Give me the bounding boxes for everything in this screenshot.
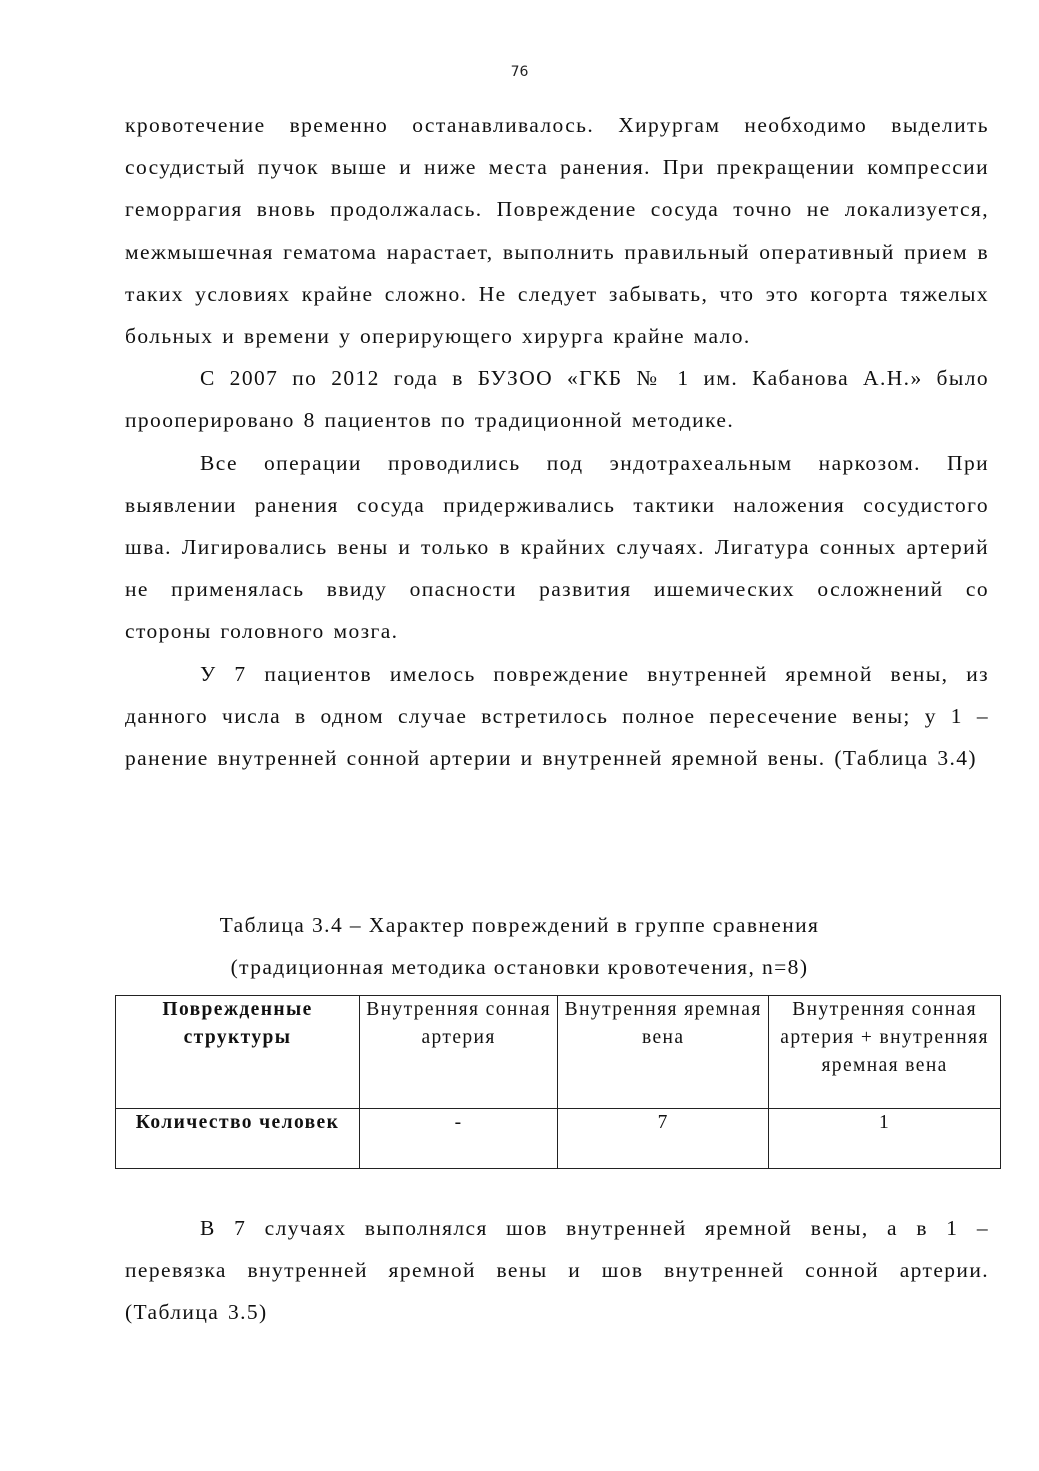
header-cell-combined: Внутренняя сонная артерия + внутренняя яремная вена — [769, 996, 1001, 1109]
body-text-before-table — [125, 104, 989, 779]
header-cell-structures: Поврежденные структуры — [116, 996, 360, 1109]
table-caption-line-1: Таблица 3.4 – Характер повреждений в группе сравнения — [219, 913, 820, 937]
paragraph: В 7 случаях выполнялся шов внутренней яремной вены, а в 1 – перевязка внутренней яремной вены и шов внутренней сонной артерии. (Таблица 3.5) — [125, 1216, 989, 1325]
paragraph: У 7 пациентов имелось повреждение внутренней яремной вены, из данного числа в одном случае встретилось полное пересечение вены; у 1 – ранение внутренней сонной артерии и внутренней яремной вены. (Таблица 3.4) — [125, 661, 989, 771]
paragraph: С 2007 по 2012 года в БУЗОО «ГКБ № 1 им. Кабанова А.Н.» было прооперировано 8 пациентов по традиционной методике. — [125, 366, 989, 433]
paragraph: кровотечение временно останавливалось. Хирургам необходимо выделить сосудистый пучок выше и ниже места ранения. При прекращении компрессии геморрагия вновь продолжалась. Повреждение сосуда точно не локализуется, межмышечная гематома нарастает, выполнить правильный оперативный прием в таких условиях крайне сложно. Не следует забывать, что это когорта тяжелых больных и времени у оперирующего хирурга крайне мало. — [125, 113, 989, 349]
table-caption-line-2: (традиционная методика остановки кровотечения, n=8) — [230, 955, 809, 979]
header-cell-jugular: Внутренняя яремная вена — [558, 996, 769, 1109]
body-text-after-table — [125, 1207, 989, 1334]
cell-combined-count: 1 — [769, 1109, 1001, 1169]
table-row — [116, 1109, 1001, 1169]
row-label-count: Количество человек — [116, 1109, 360, 1169]
table-header-row — [116, 996, 1001, 1109]
paragraph: Все операции проводились под эндотрахеальным наркозом. При выявлении ранения сосуда придерживались тактики наложения сосудистого шва. Лигировались вены и только в крайних случаях. Лигатура сонных артерий не применялась ввиду опасности развития ишемических осложнений со стороны головного мозга. — [125, 450, 989, 644]
table-caption — [0, 904, 1039, 988]
header-cell-carotid: Внутренняя сонная артерия — [360, 996, 558, 1109]
page-number: 76 — [510, 64, 529, 80]
cell-carotid-count: - — [360, 1109, 558, 1169]
injury-table — [115, 995, 1001, 1169]
cell-jugular-count: 7 — [558, 1109, 769, 1169]
